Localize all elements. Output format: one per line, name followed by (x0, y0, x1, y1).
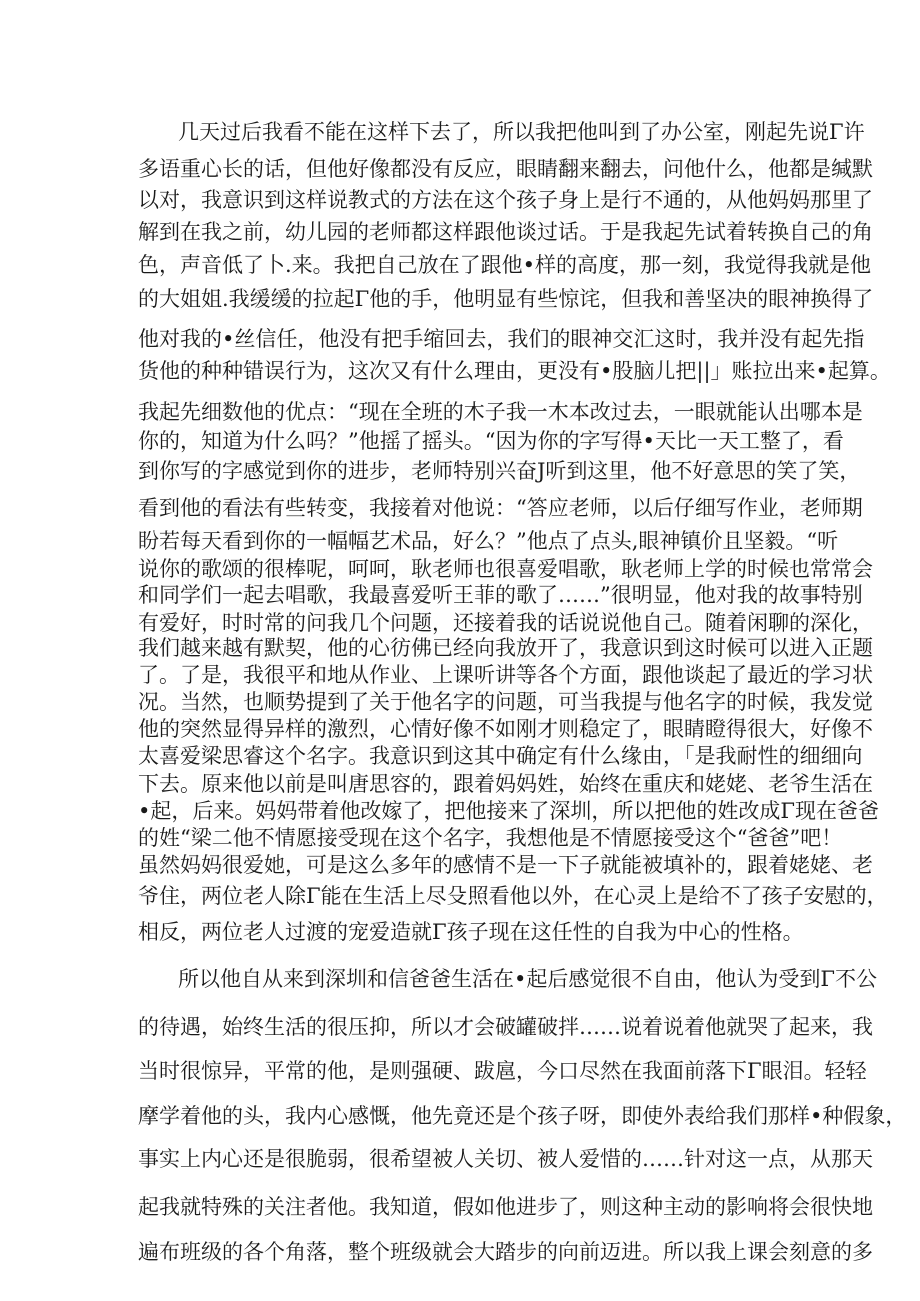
text-line: 的待遇，始终生活的很压抑，所以才会破罐破拌……说着说着他就哭了起来，我 (138, 1015, 873, 1039)
text-line: 他对我的•丝信任，他没有把手缩回去，我们的眼神交汇这时，我并没有起先指 (138, 327, 865, 351)
text-line: 况。当然，也顺势提到了关于他名字的问题，可当我提与他名字的时候，我发觉 (138, 690, 873, 714)
text-line: 到你写的字感觉到你的进步，老师特别兴奋J听到这里，他不好意思的笑了笑， (138, 459, 861, 483)
text-line: 所以他自从来到深圳和信爸爸生活在•起后感觉很不自由，他认为受到Γ不公 (178, 967, 877, 991)
text-line: 爷住，两位老人除Γ能在生活上尽殳照看他以外，在心灵上是给不了孩子安慰的， (138, 884, 888, 908)
text-line: 以对，我意识到这样说教式的方法在这个孩子身上是行不通的，从他妈妈那里了 (138, 188, 873, 212)
text-line: 色，声音低了卜.来。我把自己放在了跟他•样的高度，那一刻，我觉得我就是他 (138, 253, 872, 277)
text-line: 我起先细数他的优点：“现在全班的木子我一木本改过去，一眼就能认出哪本是 (138, 400, 863, 424)
text-line: 当时很惊异，平常的他，是则强硬、跋扈，今口尽然在我面前落下Γ眼泪。轻轻 (138, 1059, 867, 1083)
text-line: 太喜爱梁思睿这个名字。我意识到这其中确定有什么缘由，「是我耐性的细细向 (138, 744, 863, 768)
text-line: 摩学着他的头，我内心感慨，他先竟还是个孩子呀，即使外表给我们那样•种假象， (138, 1104, 907, 1128)
text-line: 虽然妈妈很爱她，可是这么多年的感情不是一下子就能被填补的，跟着姥姥、老 (138, 853, 873, 877)
text-line: 相反，两位老人过渡的宠爱造就Γ孩子现在这任性的自我为中心的性格。 (138, 920, 804, 944)
text-line: 了。了是，我很平和地从作业、上课听讲等各个方面，跟他谈起了最近的学习状 (138, 663, 873, 687)
text-line: 有爱好，时时常的问我几个问题，还接着我的话说说他自己。随着闲聊的深化， (138, 611, 873, 635)
text-line: 他的突然显得异样的激烈，心情好像不如刚才则稳定了，眼睛瞪得很大，好像不 (138, 717, 873, 741)
text-line: 解到在我之前，幼儿园的老师都这样跟他谈过话。于是我起先试着转换自己的角 (138, 220, 873, 244)
text-line: 货他的种种错误行为，这次又有什么理由，更没有•股脑儿把||」账拉出来•起算。 (138, 359, 891, 383)
text-line: •起，后来。妈妈带着他改嫁了，把他接来了深圳，所以把他的姓改成Γ现在爸爸 (138, 799, 879, 823)
text-line: 几天过后我看不能在这样下去了，所以我把他叫到了办公室，刚起先说Γ许 (178, 120, 865, 144)
text-line: 多语重心长的话，但他好像都没有反应，眼睛翻来翻去，问他什么，他都是缄默 (138, 157, 873, 181)
text-line: 和同学们一起去唱歌，我最喜爱听王菲的歌了……”很明显，他对我的故事特别 (138, 583, 863, 607)
text-line: 事实上内心还是很脆弱，很希望被人关切、被人爱惜的……针对这一点，从那天 (138, 1147, 873, 1171)
text-line: 遍布班级的各个角落，整个班级就会大踏步的向前迈进。所以我上课会刻意的多 (138, 1240, 873, 1264)
text-line: 下去。原来他以前是叫唐思容的，跟着妈妈姓，始终在重庆和姥姥、老爷生活在 (138, 772, 873, 796)
text-line: 的大姐姐.我缓缓的拉起Γ他的手，他明显有些惊诧，但我和善坚决的眼神换得了 (138, 287, 874, 311)
text-line: 说你的歌颂的很棒呢，呵呵，耿老师也很喜爱唱歌，耿老师上学的时候也常常会 (138, 557, 873, 581)
text-line: 盼若每天看到你的一幅幅艺术品，好么？”他点了点头,眼神镇价且坚毅。“听 (138, 529, 839, 553)
text-line: 看到他的看法有些转变，我接着对他说：“答应老师，以后仔细写作业，老师期 (138, 496, 863, 520)
text-line: 你的，知道为什么吗？”他摇了摇头。“因为你的字写得•天比一天工整了，看 (138, 429, 844, 453)
text-line: 的姓“梁二他不情愿接受现在这个名字，我想他是不情愿接受这个“爸爸”吧！ (138, 826, 843, 850)
text-line: 起我就特殊的关注者他。我知道，假如他进步了，则这种主动的影响将会很快地 (138, 1195, 873, 1219)
text-line: 我们越来越有默契，他的心彷佛已经向我放开了，我意识到这时候可以进入正题 (138, 636, 873, 660)
